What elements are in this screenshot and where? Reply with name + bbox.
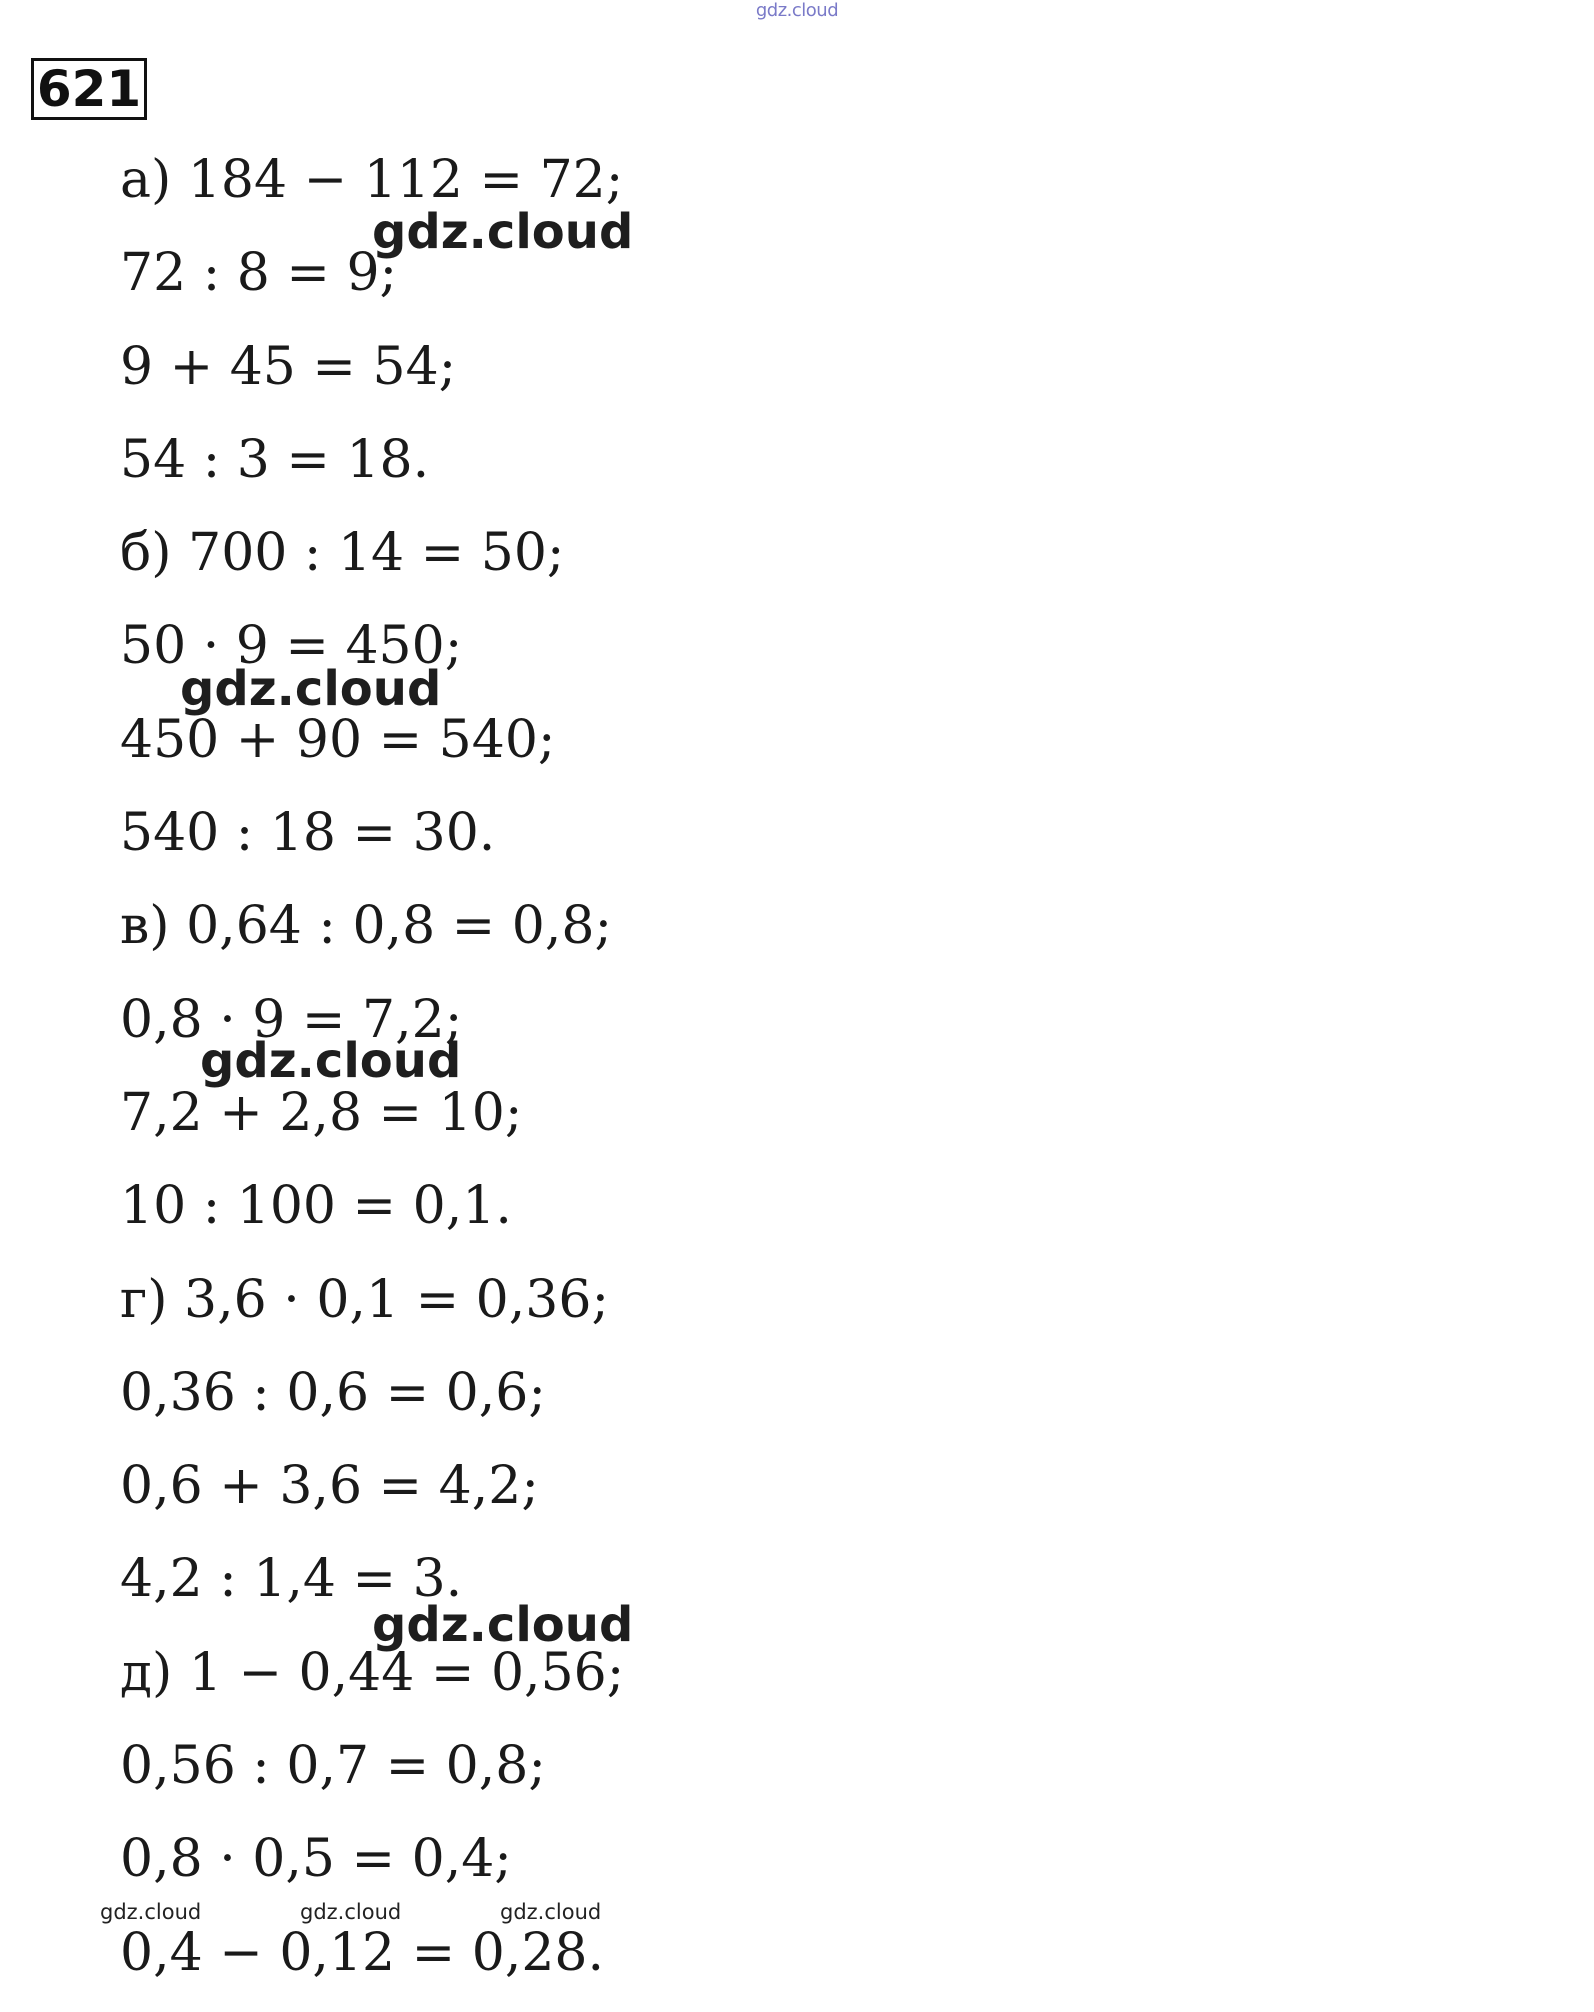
solution-line: 54 : 3 = 18.	[120, 429, 430, 490]
solution-line: а) 184 − 112 = 72;	[120, 150, 624, 210]
solution-line: 9 + 45 = 54;	[120, 336, 457, 397]
solution-line: 0,8 · 9 = 7,2;	[120, 989, 463, 1050]
task-number-box: 621	[31, 58, 147, 120]
solution-line: б) 700 : 14 = 50;	[120, 523, 565, 584]
solution-line: г) 3,6 · 0,1 = 0,36;	[120, 1269, 609, 1330]
solution-line: 540 : 18 = 30.	[120, 803, 496, 864]
solution-line: 0,6 + 3,6 = 4,2;	[120, 1456, 539, 1517]
solution-line: 7,2 + 2,8 = 10;	[120, 1082, 523, 1143]
solution-line: 10 : 100 = 0,1.	[120, 1176, 512, 1237]
solution-line: 0,36 : 0,6 = 0,6;	[120, 1362, 546, 1423]
solution-line: 0,56 : 0,7 = 0,8;	[120, 1736, 546, 1797]
solution-line: 0,4 − 0,12 = 0,28.	[120, 1922, 605, 1983]
solution-line: 0,8 · 0,5 = 0,4;	[120, 1829, 512, 1890]
watermark: gdz.cloud	[372, 204, 634, 260]
watermark: gdz.cloud	[100, 1900, 202, 1924]
watermark: gdz.cloud	[372, 1597, 634, 1653]
watermark: gdz.cloud	[200, 1033, 462, 1089]
solution-line: в) 0,64 : 0,8 = 0,8;	[120, 896, 612, 957]
solution-line: 450 + 90 = 540;	[120, 709, 556, 770]
watermark: gdz.cloud	[180, 661, 442, 717]
top-watermark: gdz.cloud	[755, 0, 839, 21]
solution-line: д) 1 − 0,44 = 0,56;	[120, 1642, 625, 1703]
watermark: gdz.cloud	[500, 1900, 602, 1924]
watermark: gdz.cloud	[300, 1900, 402, 1924]
solution-line: 72 : 8 = 9;	[120, 243, 398, 304]
solution-line: 4,2 : 1,4 = 3.	[120, 1549, 463, 1610]
solution-line: 50 · 9 = 450;	[120, 616, 463, 677]
